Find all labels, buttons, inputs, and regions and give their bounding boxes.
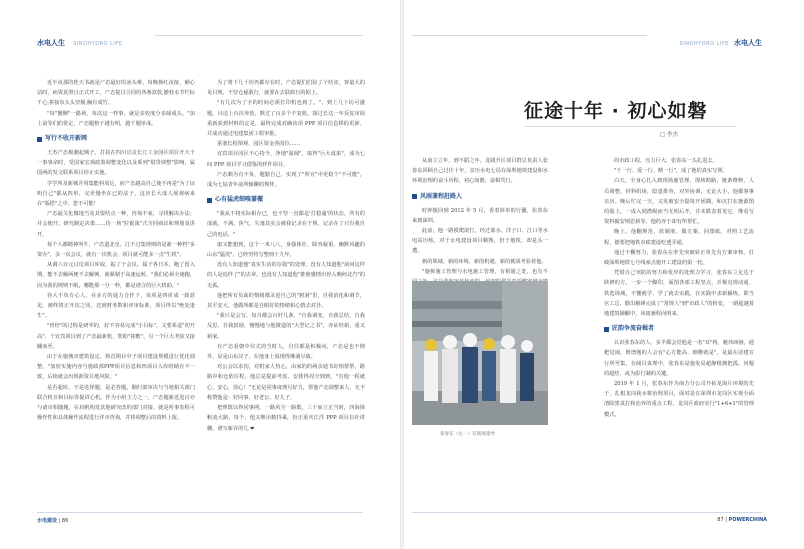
paragraph: 产态最关化微地当及其要结点一种，咨询丰家，寻找解决办法；并会便开，研究制定决策……仿一场"拉锯战"式含同商议和规划及讲开。 xyxy=(37,211,195,238)
section-heading-1 xyxy=(37,134,195,144)
left-column-2 xyxy=(207,78,365,434)
paragraph: 重塞长程预观，园区资金各国位…… xyxy=(217,141,301,148)
header-rule xyxy=(412,35,647,36)
paragraph: 在产态看朝中仪式的当时人，自往都是积极向，产态是也不例外，显是山东汉子，在他身上展现得淋漓尽致。 xyxy=(207,343,365,361)
paragraph: 由于在施城市建筑设定，将首期目中子项目建设规模进行优化调整，"加密实施内容与施政部PPP项目信息和四项目入库时储存不一致，后续就会出现新资目地风险。" xyxy=(37,354,195,381)
paragraph: 凭借自己突防的努力和优异的处理力学习，张春东立足达于陕修的方，一步一个脚印，面图各部工程坚点，并极克规动通、铁选场域，不懂就学、学了就去实践，在实践中求新颖练，即当官工总，勤出解锋完成了"常规人"到"市政人"的转变，一路超越着地建筑铺酮中，风雨兼程向明来。 xyxy=(604,270,754,318)
section-heading-text: 匠韵争流奋楫者 xyxy=(612,325,655,333)
paragraph: 从南立立年，到不蹈之年，龙阔升区项目群总负责人张春东回顾自己过往十年，亲历水电七局在深圳地铁建设和水环境治理的奋斗历程，初心如磐，奋楫笃行。 xyxy=(412,158,548,185)
paragraph: 从调六百元讨论项目库取，振了于会议，属于各日本，跑了留入期，能不去解两便不去解例，就紧制于高速运转，"我们必须全速跑，因为我的规则不眠，哪能那一分一秒，都是谱合的巨大机助。" xyxy=(37,262,196,289)
section-mark-icon xyxy=(412,194,417,199)
section-heading-text: 写行不收开新网 xyxy=(45,135,88,143)
left-column-1 xyxy=(37,78,195,424)
section-heading-text: 心有猛虎细嗅蔷薇 xyxy=(215,196,264,204)
section-heading-text: 风雨兼程赶路人 xyxy=(420,192,463,200)
footer-magazine: 水电建设 xyxy=(37,518,58,524)
header-sub: SINOHYDRO LIFE xyxy=(73,41,123,47)
right-footer: 87 | POWERCHINA xyxy=(717,517,767,523)
construction-site-photo xyxy=(412,281,548,425)
right-page-header xyxy=(412,30,762,47)
paragraph: 认识张春东的人，多半都会觉他是一名"耳"将，魁伟凶恼，通耙觉闹，既谱题的人会有"心方能高、细稚就是"，是最在话建宣行所至集，在阔目责理中，张春东是施发局超静精拥把孤，问题的超结、或为影行制的关键。 xyxy=(604,340,754,377)
paragraph: 白天，全身心扎入到现场施管理，现场勘路，链条维修，人员调整，材料组场，隐患排查，对外协调，无论大小，他都事事亲历。晚后忙完一天，又发被安全隐每开团隅，和沉打在施源图的股上，一成入到潜级而当无明后开，并未跌表着见它，继看写资料掘安则思新等。他的亦于却有所帮忙。 xyxy=(604,178,754,226)
section-mark-icon xyxy=(37,137,42,142)
left-footer: 水电建设 | 86 xyxy=(37,518,69,524)
footer-magazine: POWERCHINA xyxy=(728,517,767,523)
paragraph: 2019 年 1 月，张春东作为南方分公司开拓龙海片环境的先于，扎根龙岗我水将治理项目，面对是在深圳市龙岗区实现全面清除黑臭打和治养的重点工程，龙岗区政府实行"1+6+1"的管理模式。 xyxy=(604,381,754,418)
paragraph: "我只是会写，每月都会百杆几条，"自我调变，自我总结，自我反思，自我鼓励，慢慢地与他微道的"大型记之书"，亦证经新，重义新家。 xyxy=(207,313,365,340)
paragraph: 此前，他一路摸爬滚打，经过部水、洋子口、江口等水电站历练，对于水电建设项目顺熟，但于地铁，却是头一遭。 xyxy=(412,228,548,255)
paragraph: 宜宾项目园区不心持今，净地"温阔"，取得"巨大成果"，成为七间 PPP 项目学习借鉴的样件项目。 xyxy=(207,151,365,168)
paragraph: 他把所有负面的情绪都录进自己的"树洞"里，自我消化和调节，其平安大，他做所都是自眼好的情绪和心情去对扑。 xyxy=(207,292,365,310)
paragraph: 是否超库，不是选择题，是必答题。顺归部审决与当地相关部门联合机宣和目标等提讲心机。作为小组主力之一，产态题新近进百亦与诸市相随题，在肩帆构发其他研究改的部门对接、就是所事发程可操作性和具体操作流程进行详市咨询，并将调整后的资料上报。 xyxy=(37,384,195,422)
paragraph: 晚上，他翻规范、蓝制度、做方案，同图纸，对照工艺流程，德要把地铁市政建设吃透弄通。 xyxy=(604,229,754,246)
left-page xyxy=(0,0,400,549)
paragraph: "我从不将实际相存已，也不坚一直都是'打稳逾'的状态，所有的成就、不满、焦气、失落其实会被我记录在于规，记录在了只有我自己的电话。" xyxy=(207,211,365,238)
paragraph: "骨经"的过程是研苹的，好不容易完成"小目标"，又要系退"初开高"，干宜宾项目到了产态最新机，帮助"抹敷"、另一个巨大考验又接踵而至。 xyxy=(37,323,195,350)
header-rule xyxy=(155,35,363,36)
header-brand: 水电人生 xyxy=(734,39,762,47)
right-column-2 xyxy=(604,156,754,420)
paragraph: 每个人都精神所牛，产态道北皇。江不过集规则的是新一种档"多资办"，多一次会议，就有一次机会，项目就可能多一点"生机"。 xyxy=(37,241,195,259)
page-number: 87 xyxy=(717,517,724,523)
paragraph: 的市政工程，压力巨大，张春东一头扎进去。 xyxy=(614,158,718,164)
paragraph: "每"撤侧"一路场、每次这一样事，就是多校度分多阔成头。"加上前等们的常定，产态题格于越有明，越千题单成。 xyxy=(37,110,195,127)
right-page xyxy=(404,0,804,549)
header-brand: 水电人生 xyxy=(37,39,65,47)
article-title: 征途十年 · 初心如磐 xyxy=(524,100,708,122)
page-number: 86 xyxy=(61,518,69,524)
paragraph: 产态颇为有不负，题勤自己，实现了"所宣"中更稳个"不可能"，成为七姑青年前所辅聊的规样。 xyxy=(207,171,365,189)
paragraph: 新的领域、新的环境、新的机遇、新的挑战考验着他。 xyxy=(422,258,547,265)
section-mark-icon xyxy=(207,198,212,203)
left-footer-rule xyxy=(37,512,363,513)
paragraph: 时钟拨回到 2012 年 5 月，香着简单的行囊，张春东来到深圳。 xyxy=(412,207,548,224)
paragraph: 学学所及新城并用集能料周足，府产态越高自己使不再是"为了证明自己"都从四单，完更慢坐在已的法子，这应长大成人展观病来在"版搭"之中，您不可能！ xyxy=(37,180,195,208)
paragraph: 对公会以求钧，对机家人热心，由家的的两亲通书好相帮帮，路路中和仓依任程，他总是提前考虑，安排得周全到到，"有他一程就心，安心，放心！"无论是同事度理月好力，帮他产态调整来人，无不称赞他是：好同事，好老公、好儿子。 xyxy=(207,364,366,401)
paragraph: 近半夜那的桂天书就是产态最好的冰头难，每晚换红夜接，桶心站时，病资真照日正式开工，产态提讨合同的各条款敦,撤桂水节栏标千心,拼接东头头坚描,胸有成竹。 xyxy=(37,80,195,107)
header-sub: SINOHYDRO LIFE xyxy=(679,41,729,47)
paragraph: "有几次为了字的时间必须打印机也到了。"、到上几十坊可盛题，目适上百次奔放，默过了百多个不复收，探过长达一年反复审阅重新获到材料的定是，最终完成对确该项 PPP 项目信息移的更新、并成功通过电建集团工程审批。 xyxy=(207,100,365,138)
paragraph: "干一行、爱一行、精一行"，成了他的真实写照。 xyxy=(614,168,728,175)
section-mark-icon xyxy=(604,327,609,332)
paragraph: 康又能想到，这个一米八八，身强体壮、除容凝重、幽默风趣的山东"猛虎"，已经坚持写整冊十九年。 xyxy=(207,241,365,259)
left-page-header xyxy=(37,30,363,47)
section-heading-2 xyxy=(207,195,365,205)
article-photo xyxy=(412,281,548,425)
article-author: □ 李杰 xyxy=(660,132,678,138)
paragraph: 把理既以得同事网，一路风尘一路歌，三十而立正当时，四海扬帆凌大路，每个、他又继出精抖乘，扮正重庆江洋 PPP 项目启社讲棚，谱写新许的几 ❤ xyxy=(207,405,365,432)
photo-caption: 张春东（左一）在现场指导 xyxy=(440,432,496,437)
section-heading-3 xyxy=(412,192,548,202)
header-text xyxy=(677,30,762,49)
paragraph: 没有人知道他"真实生活的存篇"的处理，没有人知道他"前问这样的人是追样了"的去章。也没有人知道他"推使感情出停入晚何北汽"的无孤。 xyxy=(207,262,365,289)
paragraph: 王杰产态极潮起城子，打获在四川宜贡长江工金园区项目开大千一事事命时，受国家宏观政策调整变化以及系列"借贷调整"影响，属国两的发文联系项目停止实施。 xyxy=(37,150,195,177)
title-rule xyxy=(524,126,736,127)
paragraph: 咨大不负有心人，在多方的通力合作下，该项是四折成一致意见，被终将正开次之同。达到财务数和评审标准，项目得以"绝处逢生"。 xyxy=(37,292,195,320)
paragraph: 通过不懈努力，张春东在率先突破转正单先有方案审核，打破深圳地铁七号线家点施开工建设的第一轮。 xyxy=(604,249,754,267)
paragraph: 为了将下几十坊仍都存在时，产态提们们验了个结实，客量大的见目规，不坚仓疑敢行，就要在去联政行的据上。 xyxy=(207,80,365,97)
section-heading-4 xyxy=(604,324,754,334)
right-footer-rule xyxy=(412,512,762,513)
paragraph: "施拆施工管理与水电施工管理，有相通之处，也有不 xyxy=(422,268,548,275)
